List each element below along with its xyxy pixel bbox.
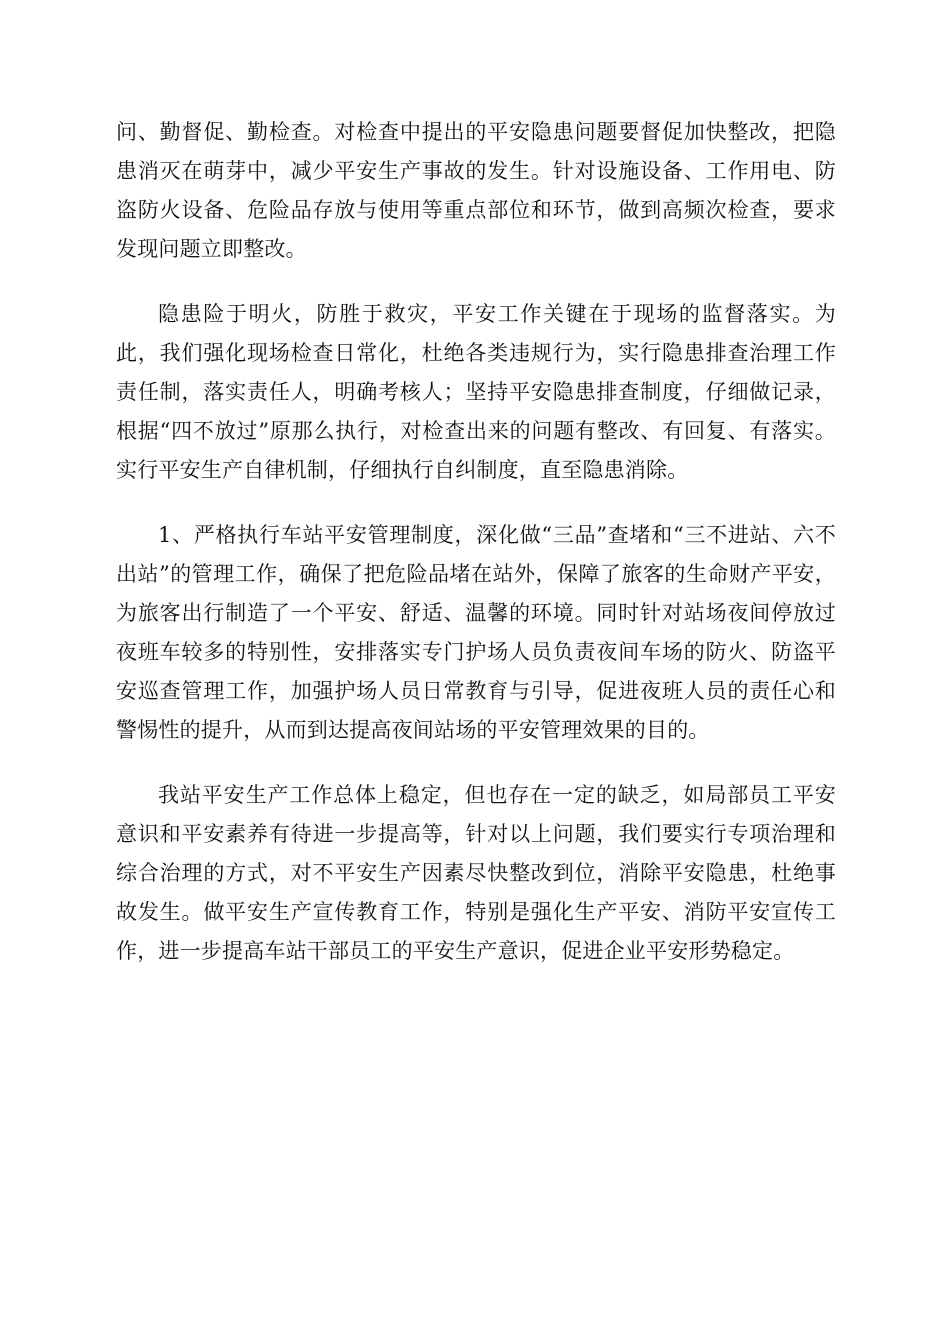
paragraph-3: 1、严格执行车站平安管理制度，深化做“三品”查堵和“三不进站、六不出站”的管理工作，确保了把危险品堵在站外，保障了旅客的生命财产平安，为旅客出行制造了一个平安、舒适、温馨的环境。同时针对站场夜间停放过夜班车较多的特别性，安排落实专门护场人员负责夜间车场的防火、防盗平安巡查管理工作，加强护场人员日常教育与引导，促进夜班人员的责任心和警惕性的提升，从而到达提高夜间站场的平安管理效果的目的。 [116, 523, 836, 742]
paragraph-1: 问、勤督促、勤检查。对检查中提出的平安隐患问题要督促加快整改，把隐患消灭在萌芽中，减少平安生产事故的发生。针对设施设备、工作用电、防盗防火设备、危险品存放与使用等重点部位和环节，做到高频次检查，要求发现问题立即整改。 [116, 120, 836, 261]
document-page [116, 113, 836, 997]
paragraph-4: 我站平安生产工作总体上稳定，但也存在一定的缺乏，如局部员工平安意识和平安素养有待进一步提高等，针对以上问题，我们要实行专项治理和综合治理的方式，对不平安生产因素尽快整改到位，消除平安隐患，杜绝事故发生。做平安生产宣传教育工作，特别是强化生产平安、消防平安宣传工作，进一步提高车站干部员工的平安生产意识，促进企业平安形势稳定。 [116, 783, 836, 963]
paragraph-2: 隐患险于明火，防胜于救灾，平安工作关键在于现场的监督落实。为此，我们强化现场检查日常化，杜绝各类违规行为，实行隐患排查治理工作责任制，落实责任人，明确考核人；坚持平安隐患排查制度，仔细做记录，根据“四不放过”原那么执行，对检查出来的问题有整改、有回复、有落实。实行平安生产自律机制，仔细执行自纠制度，直至隐患消除。 [116, 302, 836, 482]
